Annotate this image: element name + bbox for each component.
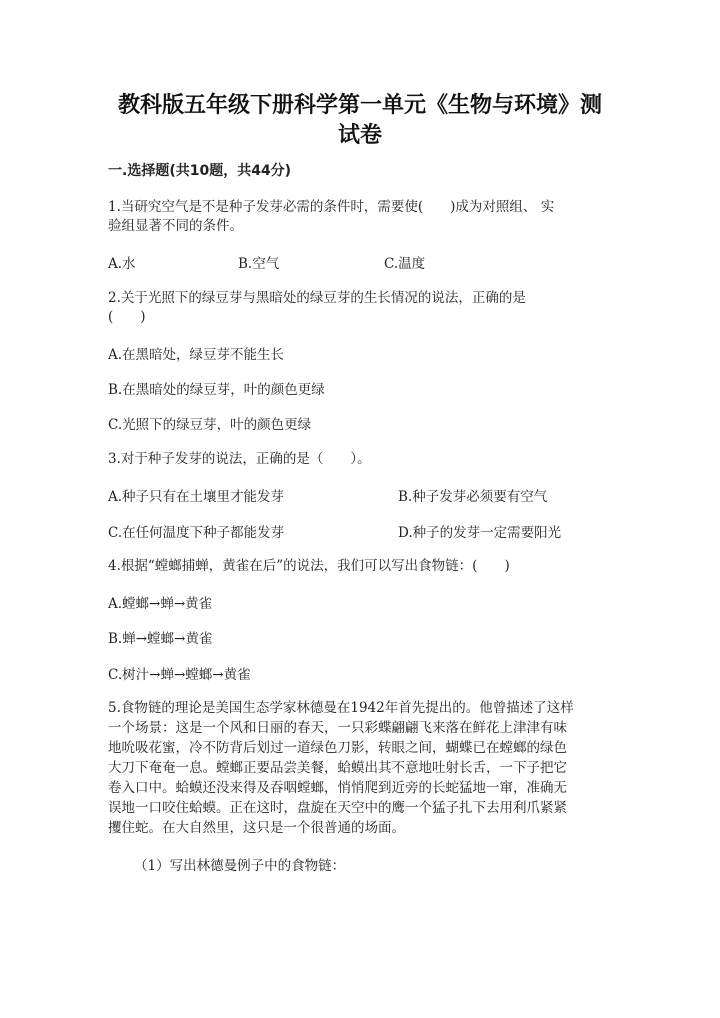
q1-stem-line-1: 1.当研究空气是不是种子发芽必需的条件时，需要使( )成为对照组、 实: [108, 199, 555, 215]
q5-passage-line-4: 大刀下奄奄一息。螳螂正要品尝美餐，蛤蟆出其不意地吐射长舌，一下子把它: [108, 760, 567, 776]
q1-option-c: C.温度: [384, 256, 426, 272]
q3-option-c: C.在任何温度下种子都能发芽: [108, 525, 285, 541]
q4-option-b: B.蝉→螳螂→黄雀: [108, 631, 213, 647]
q2-option-a: A.在黑暗处，绿豆芽不能生长: [108, 347, 285, 363]
section-heading: 一.选择题(共10题，共44分): [108, 163, 292, 179]
q4-option-c: C.树汁→蝉→螳螂→黄雀: [108, 667, 251, 683]
q5-sub-question-1: （1）写出林德曼例子中的食物链：: [134, 858, 346, 874]
q1-option-b: B.空气: [238, 256, 280, 272]
q2-option-c: C.光照下的绿豆芽，叶的颜色更绿: [108, 417, 312, 433]
q4-stem: 4.根据“螳螂捕蝉，黄雀在后”的说法，我们可以写出食物链：( ): [108, 558, 510, 574]
q1-stem-line-2: 验组显著不同的条件。: [108, 218, 243, 234]
q5-passage-line-7: 攫住蛇。在大自然里，这只是一个很普通的场面。: [108, 820, 405, 836]
exam-title-line-1: 教科版五年级下册科学第一单元《生物与环境》测: [117, 93, 602, 118]
q5-passage-line-2: 一个场景：这是一个风和日丽的春天，一只彩蝶翩翩飞来落在鲜花上津津有味: [108, 720, 567, 736]
q2-stem-line-2: ( ): [108, 309, 146, 325]
q5-passage-line-3: 地吮吸花蜜，冷不防背后划过一道绿色刀影，转眼之间，蝴蝶已在螳螂的绿色: [108, 740, 567, 756]
q5-passage-line-1: 5.食物链的理论是美国生态学家林德曼在1942年首先提出的。他曾描述了这样: [108, 700, 574, 716]
q3-option-b: B.种子发芽必须要有空气: [398, 489, 548, 505]
q4-option-a: A.螳螂→蝉→黄雀: [108, 596, 213, 612]
q2-option-b: B.在黑暗处的绿豆芽，叶的颜色更绿: [108, 382, 325, 398]
q3-option-d: D.种子的发芽一定需要阳光: [398, 525, 562, 541]
q5-passage-line-5: 卷入口中。蛤蟆还没来得及吞咽螳螂，悄悄爬到近旁的长蛇猛地一窜，准确无: [108, 780, 567, 796]
q1-option-a: A.水: [108, 256, 136, 272]
exam-title-line-2: 试卷: [337, 123, 382, 148]
q2-stem-line-1: 2.关于光照下的绿豆芽与黑暗处的绿豆芽的生长情况的说法，正确的是: [108, 290, 526, 306]
q3-option-a: A.种子只有在土壤里才能发芽: [108, 489, 285, 505]
q3-stem: 3.对于种子发芽的说法，正确的是（ ）。: [108, 451, 371, 467]
q5-passage-line-6: 误地一口咬住蛤蟆。正在这时，盘旋在天空中的鹰一个猛子扎下去用利爪紧紧: [108, 800, 567, 816]
